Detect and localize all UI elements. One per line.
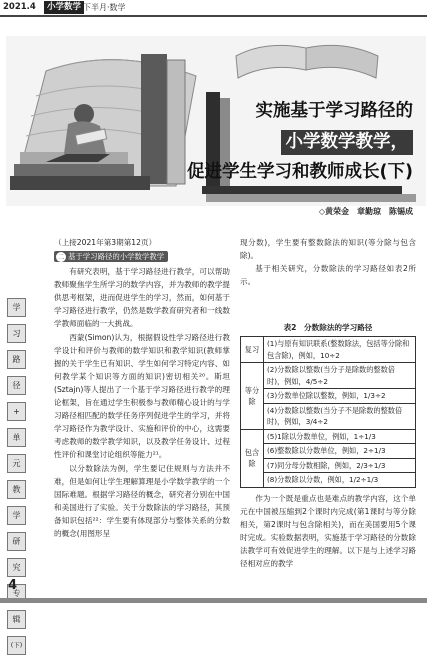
table-cell: (5)1除以分数单位，例如，1÷1/3 <box>264 429 416 444</box>
side-tab-char: 究 <box>7 558 26 577</box>
side-tab-char: 习 <box>7 324 26 343</box>
article-authors: ◇黄荣金 章勤琼 陈锡成 <box>318 207 413 216</box>
right-column-continued <box>240 492 416 571</box>
table-category: 复习 <box>241 337 264 363</box>
table-cell: (2)分数除以整数(当分子是除数的整数倍时)，例如，4/5÷2 <box>264 363 416 389</box>
magazine-name: 小学数学 <box>44 1 84 14</box>
table-cell: (1)与原有知识联系(整数除法，包括等分除和包含除)，例如，10÷2 <box>264 337 416 363</box>
side-tab-char: 教 <box>7 480 26 499</box>
left-column <box>54 236 230 540</box>
section-number: 二 <box>57 253 65 262</box>
table-cell: (4)分数除以整数(当分子不是除数的整数倍时)，例如，3/4÷2 <box>264 403 416 429</box>
paragraph: 基于相关研究，分数除法的学习路径如表2所示。 <box>240 264 416 287</box>
side-tab-char: 单 <box>7 428 26 447</box>
table-cell: (6)整数除以分数单位，例如，2÷1/3 <box>264 444 416 459</box>
side-tab-char: + <box>7 402 26 421</box>
magazine-subtitle: 下半月·数学 <box>83 3 126 12</box>
table-row <box>241 363 416 389</box>
issue-date: 2021.4 <box>3 2 36 12</box>
article-title-line3: 促进学生学习和教师成长(下) <box>187 162 413 182</box>
side-tab-char: 学 <box>7 298 26 317</box>
paragraph: 以分数除法为例，学生要记住规则与方法并不难，但是如何让学生理解算理是小学数学教学的一个国际难题。根据学习路径的概念，研究者分别在中国和美国进行了实验。关于分数除法的学习路径，其预备知识包括²²：学生要有体现部分与整体关系的分数的概念(用图形呈 <box>54 463 230 538</box>
learning-path-table <box>240 336 416 488</box>
table-row <box>241 429 416 444</box>
side-tab-char: 径 <box>7 376 26 395</box>
table-cell: (8)分数除以分数，例如，1/2÷1/3 <box>264 473 416 488</box>
article-title-line2: 小学数学教学， <box>281 130 414 155</box>
side-tab-char: (下) <box>7 636 26 655</box>
table-row <box>241 403 416 429</box>
table-cell: (3)分数单位除以整数，例如，1/3÷2 <box>264 389 416 404</box>
table-row <box>241 337 416 363</box>
right-column <box>240 236 416 288</box>
table-category: 等分除 <box>241 363 264 430</box>
article-title-line1: 实施基于学习路径的 <box>255 101 413 121</box>
side-tab-char: 研 <box>7 532 26 551</box>
side-tab-char: 路 <box>7 350 26 369</box>
table-row <box>241 458 416 473</box>
page-number: 4 <box>8 578 18 593</box>
section-heading <box>54 251 168 262</box>
side-tab-char: 元 <box>7 454 26 473</box>
footer-bar <box>0 598 427 603</box>
continuation-note: （上接2021年第3期第12页） <box>54 238 157 247</box>
running-header <box>0 0 427 16</box>
paragraph: 西蒙(Simon)认为，根据假设性学习路径进行教学设计和评价与教师的数学知识和教学知识(教师掌握的关于学生已有知识、学生如何学习特定内容、如何教学某个知识等方面的知识)密切相关²⁰。斯坦(Sztajn)等人提出了一个基于学习路径进行教学的理论框架，旨在通过学生积极参与教师精心设计的与学习路径相匹配的数学任务序列促进学生的学习，并将学习路径作为教学设计、实施和评价的中心，这需要考虑教师的数学教学知识，以及教学任务设计、过程性评价和课堂讨论组织等能力²¹。 <box>54 332 230 460</box>
side-tab-char: 学 <box>7 506 26 525</box>
table-row <box>241 444 416 459</box>
header-rule <box>0 15 427 17</box>
side-tab <box>7 298 26 662</box>
table-row <box>241 389 416 404</box>
table-row <box>241 473 416 488</box>
side-tab-char: 辑 <box>7 610 26 629</box>
paragraph: 有研究表明，基于学习路径进行教学，可以帮助教师聚焦学生所学习的数学内容，并为教师的教学提供思考框架，进而促进学生的学习，然而，如何基于学习路径进行教学，仍然是数学教育研究者和一线数学教师面临的一大挑战。 <box>54 267 230 329</box>
paragraph: 现分数)，学生要有整数除法的知识(等分除与包含除)。 <box>240 238 416 261</box>
table-category: 包含除 <box>241 429 264 487</box>
side-tab-char: 专 <box>7 584 26 603</box>
table-title: 表2 分数除法的学习路径 <box>283 323 373 332</box>
table-cell: (7)同分母分数相除，例如，2/3÷1/3 <box>264 458 416 473</box>
section-label: 基于学习路径的小学数学教学 <box>68 252 165 262</box>
paragraph: 作为一个既是重点也是难点的教学内容，这个单元在中国被压缩到2个课时内完成(第1课时与等分除相关，第2课时与包含除相关)，而在美国要用5个课时完成。实验数据表明，实施基于学习路径的分数除法教学可有效促进学生的理解。以下是与上述学习路径相对应的教学 <box>240 494 416 569</box>
